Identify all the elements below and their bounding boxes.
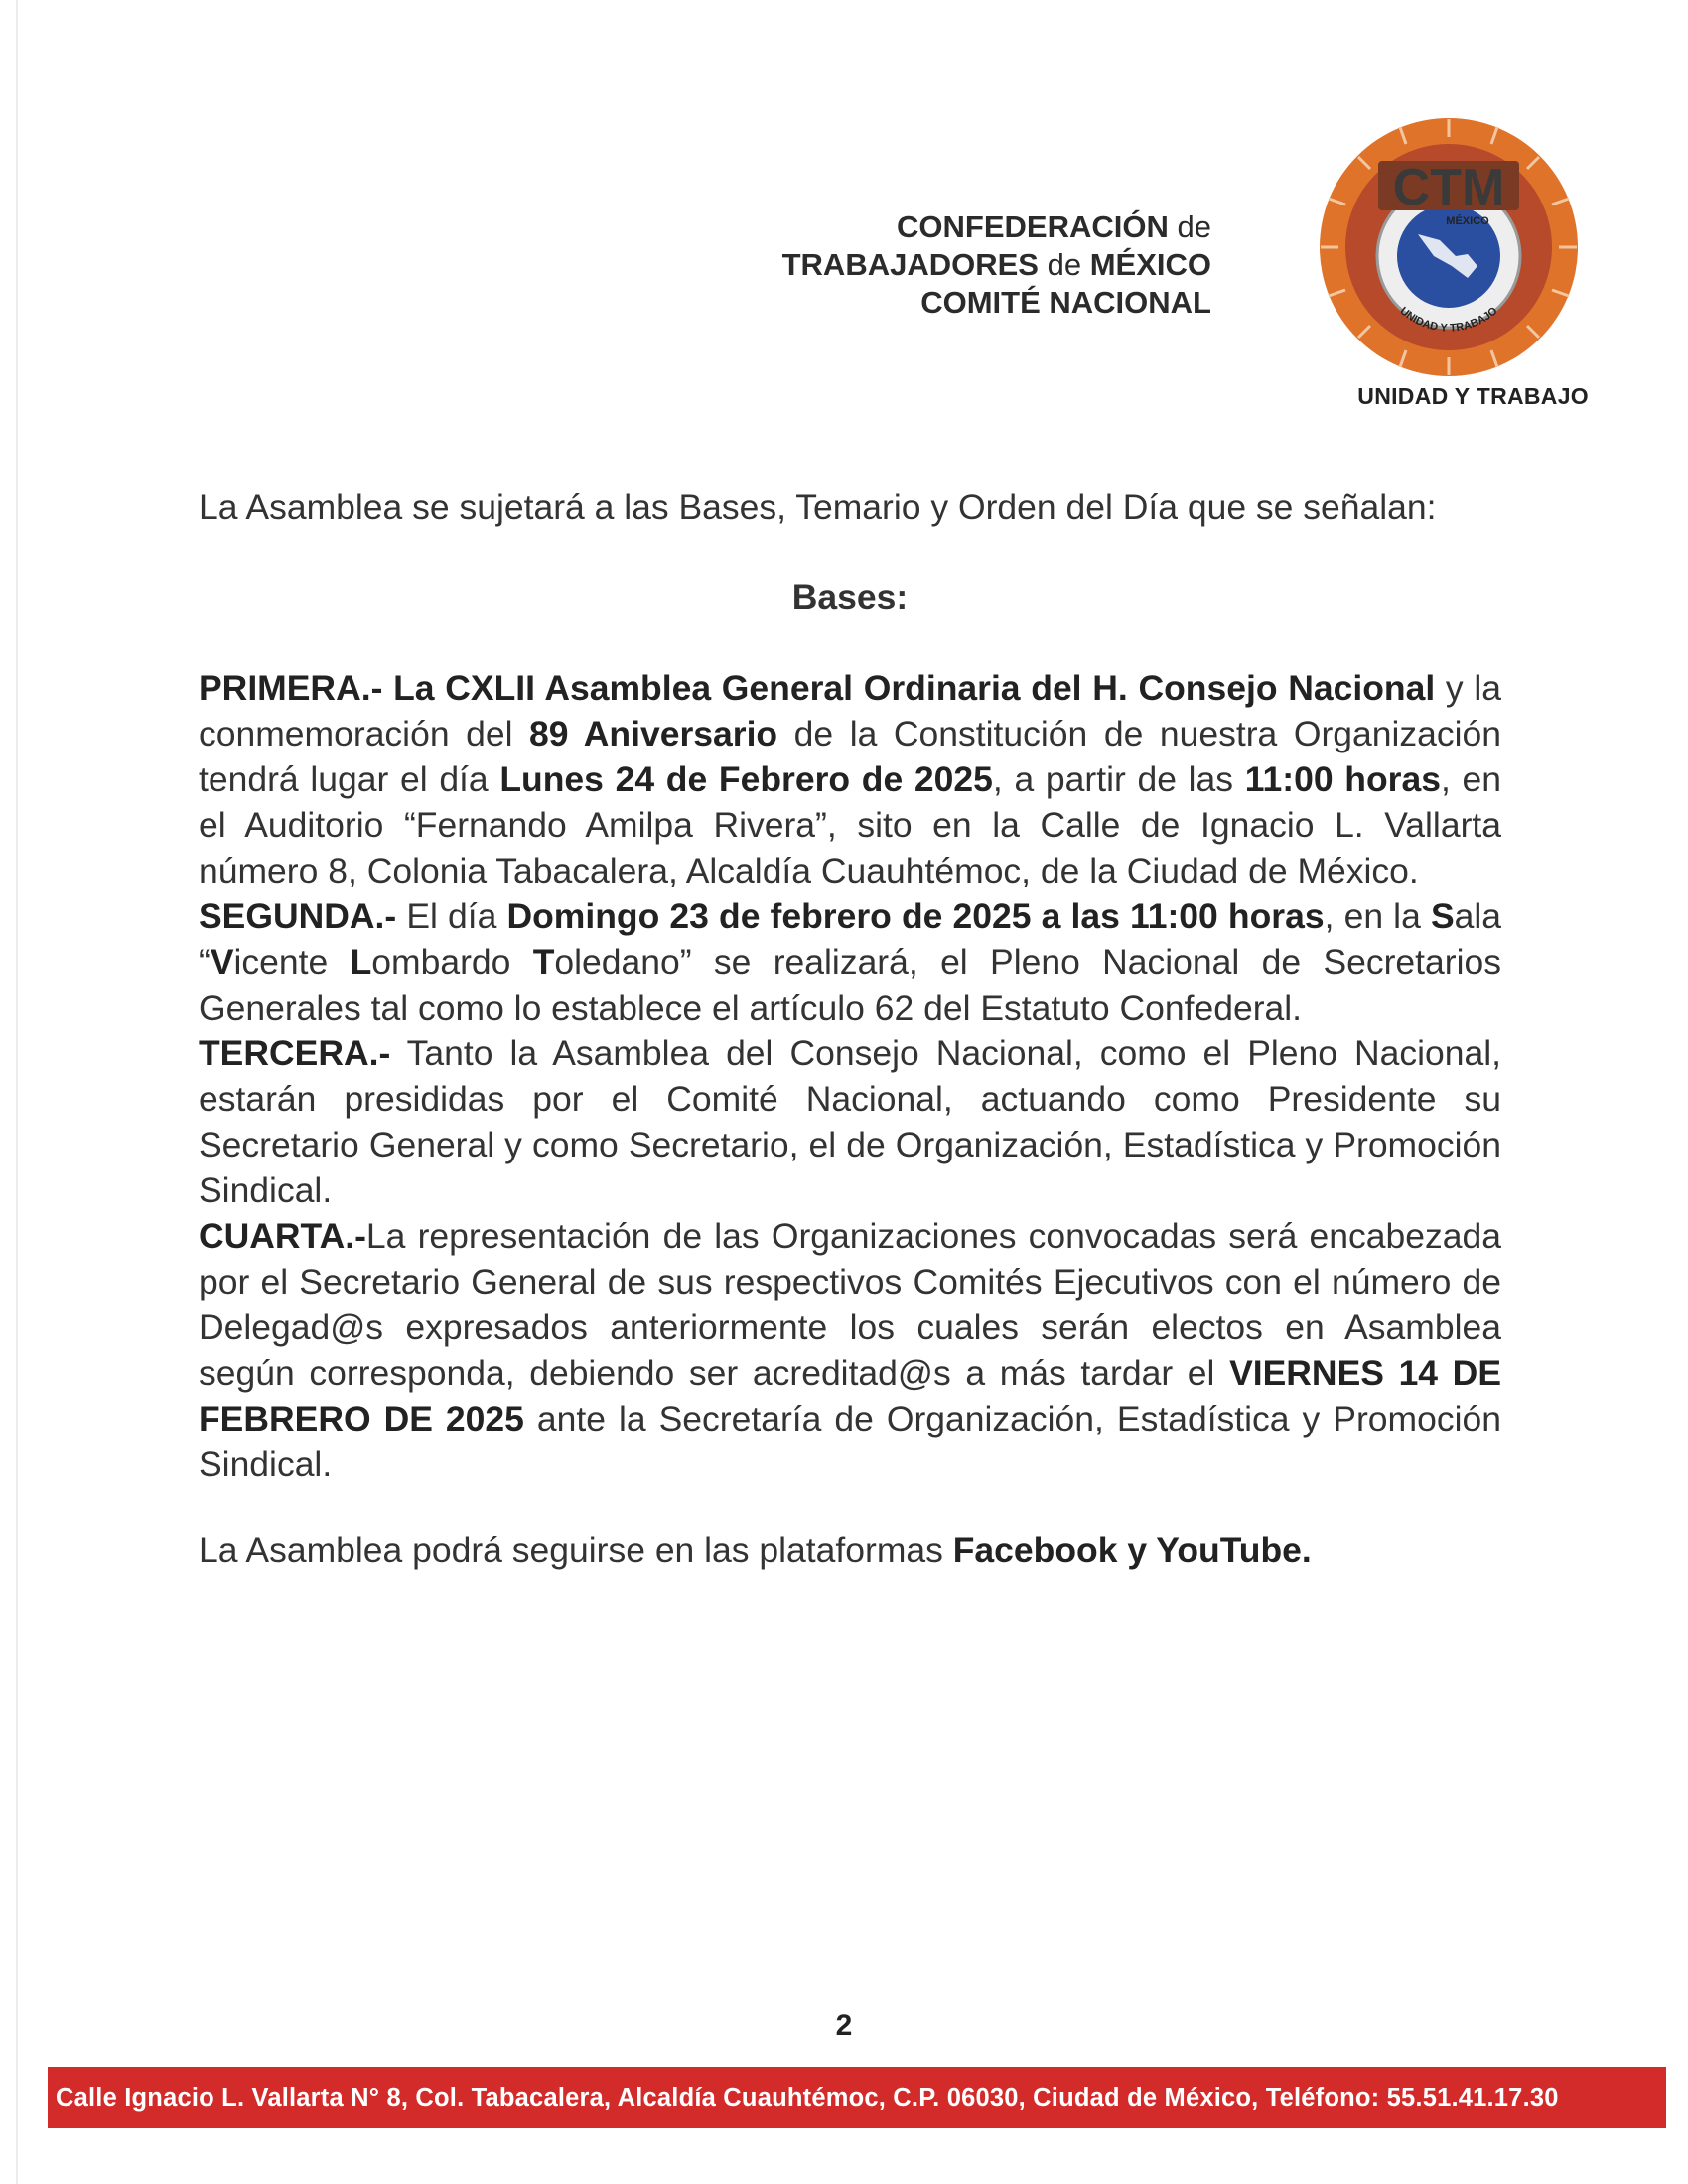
clause-primera-bold-4: 11:00 horas [1244,759,1441,799]
header-trabajadores: TRABAJADORES [781,247,1039,282]
clause-primera-text-4: , a partir de las [992,759,1245,799]
intro-paragraph: La Asamblea se sujetará a las Bases, Temario y Orden del Día que se señalan: [199,487,1437,527]
clause-segunda-text-2: , en la [1324,896,1431,936]
closing-platforms: Facebook y YouTube. [952,1530,1312,1570]
clause-cuarta-text-2: ante la Secretaría de Organización, Estadística y Promoción Sindical. [199,1399,1501,1484]
clause-segunda-text-4: icente [233,942,351,982]
closing-paragraph [199,1527,1501,1572]
header-line-1 [735,208,1211,246]
closing-text: La Asamblea podrá seguirse en las plataformas [199,1530,953,1570]
header-confederacion: CONFEDERACIÓN [897,209,1169,244]
clause-segunda-bold-2: S [1430,896,1455,936]
clause-primera-bold-3: Lunes 24 de Febrero de 2025 [499,759,993,799]
clause-cuarta-bold-1: VIERNES 14 DE FEBRERO DE 2025 [199,1353,1502,1438]
clause-segunda-text-1: El día [396,896,507,936]
clause-tercera-label: TERCERA.- [199,1033,391,1073]
header-mexico: MÉXICO [1089,247,1211,282]
clause-primera-text-3: de la Constitución de nuestra Organización tendrá lugar el día [199,714,1502,799]
clause-primera-text-2: y la conmemoración del [199,668,1501,753]
header-de-1: de [1177,209,1211,244]
clause-segunda-text-3: ala “ [199,896,1501,982]
clause-segunda [199,893,1501,1030]
logo-country-label: MÉXICO [1446,215,1489,227]
clause-segunda-label: SEGUNDA.- [199,896,397,936]
clause-segunda-text-5: ombardo [371,942,533,982]
motto: UNIDAD Y TRABAJO [1357,383,1589,409]
clause-primera-bold-1: La CXLII Asamblea General Ordinaria del H. Consejo Nacional [393,668,1436,708]
logo-ring-text: UNIDAD Y TRABAJO [1397,305,1500,335]
clause-tercera [199,1030,1501,1213]
header-line-2 [735,246,1211,284]
clause-primera-bold-2: 89 Aniversario [529,714,778,753]
clause-cuarta-label: CUARTA.- [199,1216,366,1256]
clause-segunda-bold-1: Domingo 23 de febrero de 2025 a las 11:00 horas [506,896,1325,936]
clause-primera [199,665,1501,893]
clause-segunda-bold-5: T [532,942,555,982]
clause-cuarta [199,1213,1501,1487]
header-de-2: de [1047,247,1082,282]
clause-segunda-text-6: oledano” se realizará, el Pleno Nacional de Secretarios Generales tal como lo establece el artículo 62 del Estatuto Confederal. [199,942,1501,1027]
ctm-logo [1319,117,1579,377]
clause-primera-text-1 [382,668,393,708]
clause-primera-text-5: , en el Auditorio “Fernando Amilpa Rivera”, sito en la Calle de Ignacio L. Vallarta número 8, Colonia Tabacalera, Alcaldía Cuauhtémoc, de la Ciudad de México. [199,759,1501,890]
clause-segunda-bold-3: V [210,942,234,982]
bases-heading: Bases: [791,577,909,616]
clause-tercera-text: Tanto la Asamblea del Consejo Nacional, como el Pleno Nacional, estarán presididas por el Comité Nacional, actuando como Presidente su Secretario General y como Secretario, el de Organización, Estadística y Promoción Sindical. [199,1033,1501,1210]
footer-address: Calle Ignacio L. Vallarta N° 8, Col. Tabacalera, Alcaldía Cuauhtémoc, C.P. 06030, Ciudad de México, Teléfono: 55.51.41.17.30 [56,2084,1559,2112]
page-number: 2 [835,2009,853,2042]
clause-primera-label: PRIMERA.- [199,668,383,708]
document-body [199,484,1501,1572]
header-line-3: COMITÉ NACIONAL [920,285,1211,320]
logo-acronym: CTM [1392,159,1505,216]
clause-cuarta-text-1: La representación de las Organizaciones convocadas será encabezada por el Secretario General de sus respectivos Comités Ejecutivos con el número de Delegad@s expresados anteriormente los cuales serán electos en Asamblea según corresponda, debiendo ser acreditad@s a más tardar el [199,1216,1501,1393]
organization-header [735,208,1211,322]
scan-edge [16,0,18,2184]
clause-segunda-bold-4: L [350,942,372,982]
